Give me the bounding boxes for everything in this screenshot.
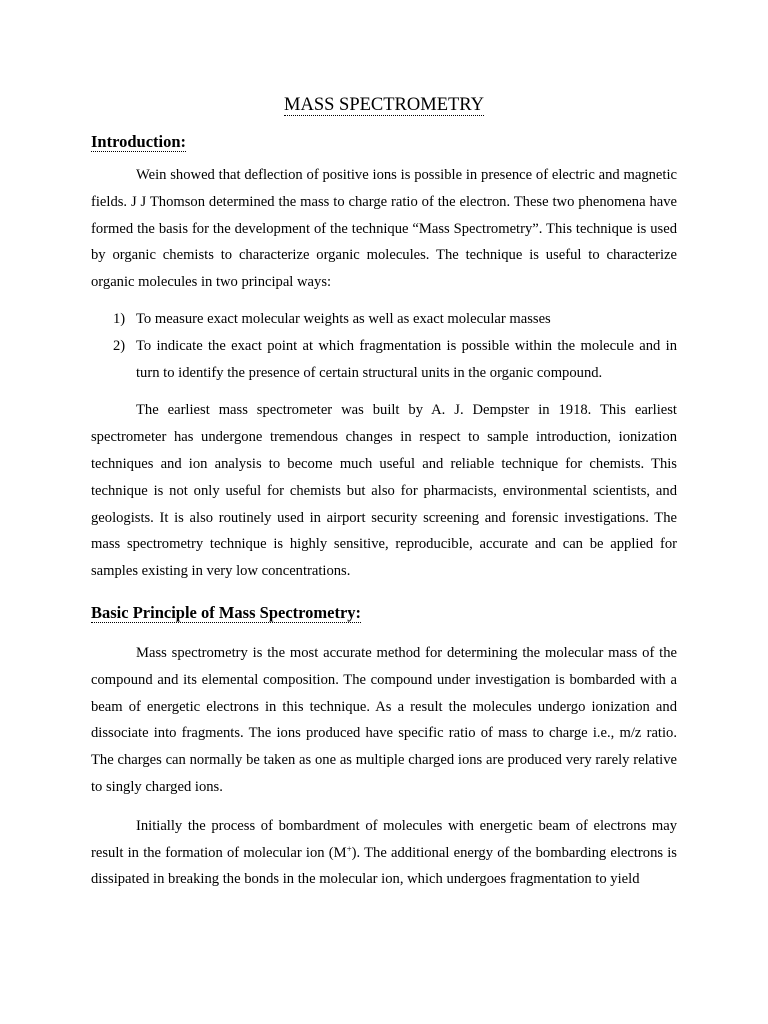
basic-principle-heading — [91, 601, 677, 625]
history-paragraph: The earliest mass spectrometer was built by A. J. Dempster in 1918. This earliest spectrometer has undergone tremendous changes in respect to sample introduction, ionization techniques and ion analysis to become much useful and reliable technique for chemists. This technique is not only useful for chemists but also for pharmacists, environmental scientists, and geologists. It is also routinely used in airport security screening and forensic investigations. The mass spectrometry technique is highly sensitive, reproducible, accurate and can be applied for samples existing in very low concentrations. — [91, 402, 677, 580]
list-item-text: To indicate the exact point at which fragmentation is possible within the molecule and in turn to identify the presence of certain structural units in the organic compound. — [136, 337, 677, 381]
document-title-text: MASS SPECTROMETRY — [284, 95, 484, 115]
bombardment-text-end: ). The additional energy of the bombarding electrons is dissipated in breaking the bonds in the molecular ion, which undergoes fragmentation to yield — [91, 844, 677, 888]
superscript-plus: + — [346, 843, 352, 854]
bombardment-paragraph — [91, 813, 677, 893]
list-item-text: To measure exact molecular weights as well as exact molecular masses — [136, 310, 551, 327]
bombardment-text-start: Initially the process of bombardment of molecules with energetic beam of electrons may result in the formation of molecular ion (M — [91, 817, 677, 861]
list-item — [91, 333, 677, 387]
basic-principle-paragraph: Mass spectrometry is the most accurate method for determining the molecular mass of the compound and its elemental composition. The compound under investigation is bombarded with a beam of energetic electrons in this technique. As a result the molecules undergo ionization and dissociate into fragments. The ions produced have specific ratio of mass to charge i.e., m/z ratio. The charges can normally be taken as one as multiple charged ions are produced very rarely relative to singly charged ions. — [91, 644, 677, 795]
document-title — [91, 92, 677, 118]
list-item-number: 2) — [113, 337, 126, 354]
list-item — [91, 306, 677, 333]
basic-principle-heading-text: Basic Principle of Mass Spectrometry: — [91, 602, 362, 622]
list-item-number: 1) — [113, 310, 126, 327]
principal-ways-list — [91, 306, 677, 386]
introduction-heading-text: Introduction: — [91, 132, 187, 151]
introduction-heading — [91, 130, 677, 154]
introduction-paragraph: Wein showed that deflection of positive ions is possible in presence of electric and magnetic fields. J J Thomson determined the mass to charge ratio of the electron. These two phenomena have formed the basis for the development of the technique “Mass Spectrometry”. This technique is used by organic chemists to characterize organic molecules. The technique is useful to characterize organic molecules in two principal ways: — [91, 167, 677, 291]
